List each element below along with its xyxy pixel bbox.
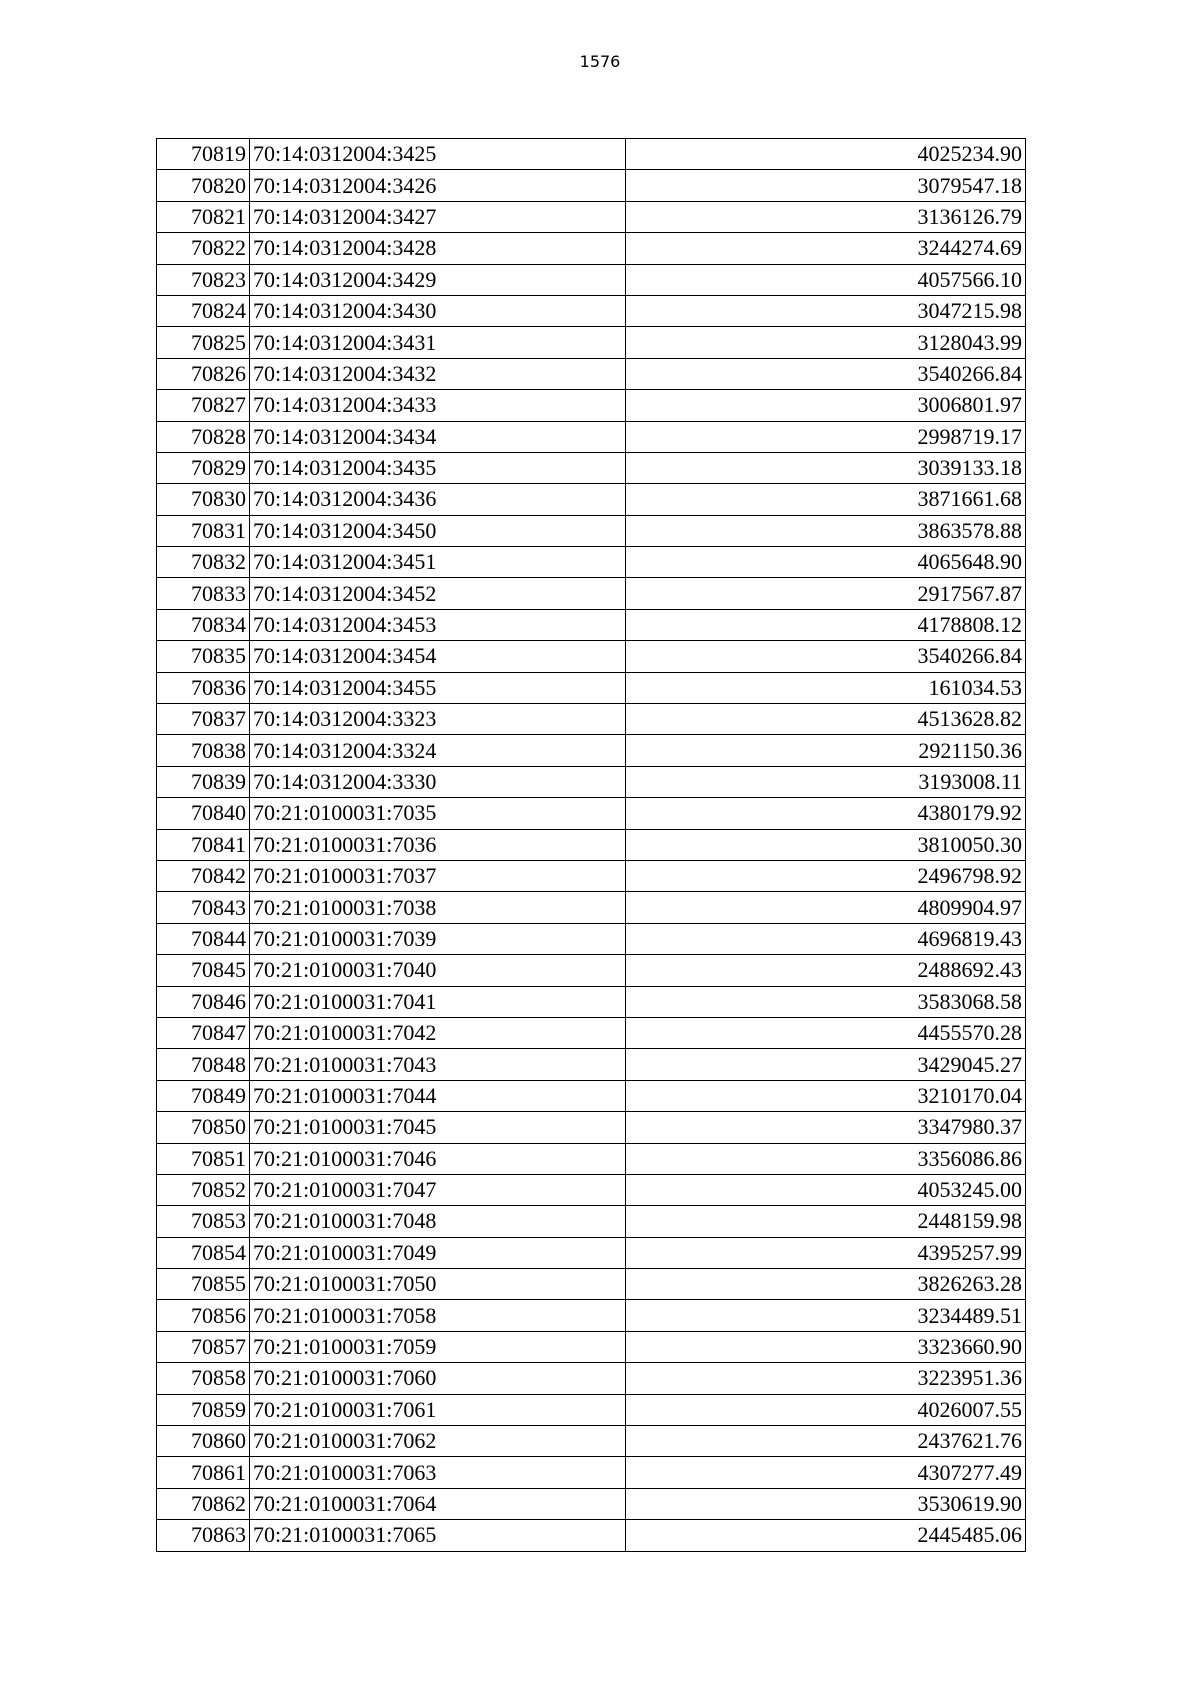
value-cell: 4380179.92 bbox=[626, 798, 1026, 829]
row-number-cell: 70847 bbox=[157, 1017, 250, 1048]
row-number-cell: 70852 bbox=[157, 1174, 250, 1205]
value-cell: 3079547.18 bbox=[626, 170, 1026, 201]
value-cell: 3047215.98 bbox=[626, 295, 1026, 326]
cadastral-number-cell: 70:21:0100031:7042 bbox=[250, 1017, 626, 1048]
value-cell: 3039133.18 bbox=[626, 452, 1026, 483]
table-row bbox=[157, 860, 1026, 891]
cadastral-number-cell: 70:21:0100031:7061 bbox=[250, 1394, 626, 1425]
row-number-cell: 70833 bbox=[157, 578, 250, 609]
row-number-cell: 70829 bbox=[157, 452, 250, 483]
row-number-cell: 70853 bbox=[157, 1206, 250, 1237]
table-row bbox=[157, 923, 1026, 954]
cadastral-number-cell: 70:14:0312004:3435 bbox=[250, 452, 626, 483]
cadastral-number-cell: 70:21:0100031:7059 bbox=[250, 1331, 626, 1362]
row-number-cell: 70856 bbox=[157, 1300, 250, 1331]
value-cell: 2496798.92 bbox=[626, 860, 1026, 891]
row-number-cell: 70843 bbox=[157, 892, 250, 923]
cadastral-number-cell: 70:14:0312004:3434 bbox=[250, 421, 626, 452]
table-row bbox=[157, 578, 1026, 609]
row-number-cell: 70855 bbox=[157, 1269, 250, 1300]
value-cell: 4307277.49 bbox=[626, 1457, 1026, 1488]
value-cell: 3826263.28 bbox=[626, 1269, 1026, 1300]
cadastral-number-cell: 70:21:0100031:7058 bbox=[250, 1300, 626, 1331]
value-cell: 3429045.27 bbox=[626, 1049, 1026, 1080]
row-number-cell: 70828 bbox=[157, 421, 250, 452]
table-body bbox=[157, 139, 1026, 1552]
table-row bbox=[157, 295, 1026, 326]
table-row bbox=[157, 1080, 1026, 1111]
cadastral-number-cell: 70:21:0100031:7048 bbox=[250, 1206, 626, 1237]
table-row bbox=[157, 1112, 1026, 1143]
value-cell: 3810050.30 bbox=[626, 829, 1026, 860]
value-cell: 2448159.98 bbox=[626, 1206, 1026, 1237]
value-cell: 3863578.88 bbox=[626, 515, 1026, 546]
table-row bbox=[157, 452, 1026, 483]
cadastral-number-cell: 70:14:0312004:3452 bbox=[250, 578, 626, 609]
cadastral-number-cell: 70:14:0312004:3450 bbox=[250, 515, 626, 546]
cadastral-number-cell: 70:14:0312004:3431 bbox=[250, 327, 626, 358]
table-row bbox=[157, 515, 1026, 546]
table-row bbox=[157, 170, 1026, 201]
cadastral-number-cell: 70:21:0100031:7063 bbox=[250, 1457, 626, 1488]
value-cell: 2921150.36 bbox=[626, 735, 1026, 766]
cadastral-number-cell: 70:14:0312004:3432 bbox=[250, 358, 626, 389]
table-row bbox=[157, 1143, 1026, 1174]
table-row bbox=[157, 892, 1026, 923]
value-cell: 3530619.90 bbox=[626, 1488, 1026, 1519]
value-cell: 4025234.90 bbox=[626, 139, 1026, 170]
cadastral-number-cell: 70:14:0312004:3330 bbox=[250, 766, 626, 797]
cadastral-number-cell: 70:14:0312004:3451 bbox=[250, 547, 626, 578]
value-cell: 2998719.17 bbox=[626, 421, 1026, 452]
table-row bbox=[157, 766, 1026, 797]
value-cell: 4513628.82 bbox=[626, 704, 1026, 735]
cadastral-number-cell: 70:21:0100031:7043 bbox=[250, 1049, 626, 1080]
row-number-cell: 70832 bbox=[157, 547, 250, 578]
row-number-cell: 70837 bbox=[157, 704, 250, 735]
cadastral-number-cell: 70:14:0312004:3323 bbox=[250, 704, 626, 735]
cadastral-number-cell: 70:21:0100031:7047 bbox=[250, 1174, 626, 1205]
row-number-cell: 70863 bbox=[157, 1520, 250, 1551]
row-number-cell: 70860 bbox=[157, 1426, 250, 1457]
row-number-cell: 70845 bbox=[157, 955, 250, 986]
row-number-cell: 70854 bbox=[157, 1237, 250, 1268]
table-row bbox=[157, 1174, 1026, 1205]
cadastral-number-cell: 70:21:0100031:7036 bbox=[250, 829, 626, 860]
table-row bbox=[157, 1488, 1026, 1519]
cadastral-number-cell: 70:14:0312004:3436 bbox=[250, 484, 626, 515]
row-number-cell: 70851 bbox=[157, 1143, 250, 1174]
value-cell: 3347980.37 bbox=[626, 1112, 1026, 1143]
table-row bbox=[157, 704, 1026, 735]
row-number-cell: 70825 bbox=[157, 327, 250, 358]
row-number-cell: 70850 bbox=[157, 1112, 250, 1143]
cadastral-number-cell: 70:21:0100031:7041 bbox=[250, 986, 626, 1017]
row-number-cell: 70859 bbox=[157, 1394, 250, 1425]
row-number-cell: 70857 bbox=[157, 1331, 250, 1362]
row-number-cell: 70846 bbox=[157, 986, 250, 1017]
value-cell: 3128043.99 bbox=[626, 327, 1026, 358]
table-row bbox=[157, 955, 1026, 986]
cadastral-number-cell: 70:14:0312004:3428 bbox=[250, 233, 626, 264]
cadastral-number-cell: 70:14:0312004:3433 bbox=[250, 390, 626, 421]
value-cell: 4065648.90 bbox=[626, 547, 1026, 578]
row-number-cell: 70842 bbox=[157, 860, 250, 891]
value-cell: 3234489.51 bbox=[626, 1300, 1026, 1331]
table-row bbox=[157, 829, 1026, 860]
cadastral-number-cell: 70:21:0100031:7039 bbox=[250, 923, 626, 954]
table-row bbox=[157, 735, 1026, 766]
table-row bbox=[157, 986, 1026, 1017]
row-number-cell: 70823 bbox=[157, 264, 250, 295]
value-cell: 3583068.58 bbox=[626, 986, 1026, 1017]
value-cell: 3323660.90 bbox=[626, 1331, 1026, 1362]
value-cell: 3540266.84 bbox=[626, 358, 1026, 389]
value-cell: 4455570.28 bbox=[626, 1017, 1026, 1048]
table-row bbox=[157, 264, 1026, 295]
row-number-cell: 70849 bbox=[157, 1080, 250, 1111]
row-number-cell: 70824 bbox=[157, 295, 250, 326]
value-cell: 2445485.06 bbox=[626, 1520, 1026, 1551]
value-cell: 4809904.97 bbox=[626, 892, 1026, 923]
table-row bbox=[157, 1049, 1026, 1080]
value-cell: 2917567.87 bbox=[626, 578, 1026, 609]
table-row bbox=[157, 484, 1026, 515]
value-cell: 2488692.43 bbox=[626, 955, 1026, 986]
value-cell: 3223951.36 bbox=[626, 1363, 1026, 1394]
value-cell: 2437621.76 bbox=[626, 1426, 1026, 1457]
table-row bbox=[157, 1363, 1026, 1394]
row-number-cell: 70834 bbox=[157, 609, 250, 640]
value-cell: 4696819.43 bbox=[626, 923, 1026, 954]
cadastral-number-cell: 70:21:0100031:7064 bbox=[250, 1488, 626, 1519]
row-number-cell: 70858 bbox=[157, 1363, 250, 1394]
row-number-cell: 70820 bbox=[157, 170, 250, 201]
row-number-cell: 70827 bbox=[157, 390, 250, 421]
cadastral-number-cell: 70:21:0100031:7046 bbox=[250, 1143, 626, 1174]
cadastral-number-cell: 70:14:0312004:3324 bbox=[250, 735, 626, 766]
cadastral-number-cell: 70:14:0312004:3455 bbox=[250, 672, 626, 703]
cadastral-number-cell: 70:14:0312004:3426 bbox=[250, 170, 626, 201]
row-number-cell: 70836 bbox=[157, 672, 250, 703]
table-row bbox=[157, 390, 1026, 421]
value-cell: 3193008.11 bbox=[626, 766, 1026, 797]
cadastral-number-cell: 70:21:0100031:7035 bbox=[250, 798, 626, 829]
table-row bbox=[157, 1237, 1026, 1268]
table-row bbox=[157, 609, 1026, 640]
cadastral-number-cell: 70:14:0312004:3427 bbox=[250, 201, 626, 232]
row-number-cell: 70844 bbox=[157, 923, 250, 954]
table-row bbox=[157, 201, 1026, 232]
cadastral-number-cell: 70:21:0100031:7065 bbox=[250, 1520, 626, 1551]
value-cell: 3136126.79 bbox=[626, 201, 1026, 232]
table-row bbox=[157, 421, 1026, 452]
cadastral-number-cell: 70:21:0100031:7049 bbox=[250, 1237, 626, 1268]
value-cell: 4395257.99 bbox=[626, 1237, 1026, 1268]
value-cell: 3006801.97 bbox=[626, 390, 1026, 421]
cadastral-number-cell: 70:21:0100031:7037 bbox=[250, 860, 626, 891]
data-table bbox=[156, 138, 1026, 1552]
table-row bbox=[157, 1520, 1026, 1551]
value-cell: 3244274.69 bbox=[626, 233, 1026, 264]
cadastral-number-cell: 70:21:0100031:7038 bbox=[250, 892, 626, 923]
table-row bbox=[157, 1269, 1026, 1300]
cadastral-number-cell: 70:21:0100031:7062 bbox=[250, 1426, 626, 1457]
cadastral-number-cell: 70:14:0312004:3454 bbox=[250, 641, 626, 672]
cadastral-number-cell: 70:14:0312004:3429 bbox=[250, 264, 626, 295]
cadastral-number-cell: 70:14:0312004:3453 bbox=[250, 609, 626, 640]
value-cell: 4053245.00 bbox=[626, 1174, 1026, 1205]
row-number-cell: 70841 bbox=[157, 829, 250, 860]
value-cell: 3540266.84 bbox=[626, 641, 1026, 672]
cadastral-number-cell: 70:14:0312004:3425 bbox=[250, 139, 626, 170]
value-cell: 4178808.12 bbox=[626, 609, 1026, 640]
cadastral-number-cell: 70:21:0100031:7044 bbox=[250, 1080, 626, 1111]
table-row bbox=[157, 547, 1026, 578]
table-row bbox=[157, 798, 1026, 829]
value-cell: 3210170.04 bbox=[626, 1080, 1026, 1111]
row-number-cell: 70862 bbox=[157, 1488, 250, 1519]
cadastral-number-cell: 70:21:0100031:7040 bbox=[250, 955, 626, 986]
cadastral-number-cell: 70:21:0100031:7045 bbox=[250, 1112, 626, 1143]
row-number-cell: 70830 bbox=[157, 484, 250, 515]
row-number-cell: 70835 bbox=[157, 641, 250, 672]
cadastral-number-cell: 70:21:0100031:7060 bbox=[250, 1363, 626, 1394]
table-row bbox=[157, 672, 1026, 703]
row-number-cell: 70839 bbox=[157, 766, 250, 797]
value-cell: 3871661.68 bbox=[626, 484, 1026, 515]
table-row bbox=[157, 1331, 1026, 1362]
cadastral-number-cell: 70:14:0312004:3430 bbox=[250, 295, 626, 326]
table-row bbox=[157, 358, 1026, 389]
value-cell: 3356086.86 bbox=[626, 1143, 1026, 1174]
cadastral-number-cell: 70:21:0100031:7050 bbox=[250, 1269, 626, 1300]
row-number-cell: 70861 bbox=[157, 1457, 250, 1488]
row-number-cell: 70840 bbox=[157, 798, 250, 829]
row-number-cell: 70838 bbox=[157, 735, 250, 766]
table-row bbox=[157, 233, 1026, 264]
row-number-cell: 70848 bbox=[157, 1049, 250, 1080]
table-row bbox=[157, 1206, 1026, 1237]
value-cell: 4057566.10 bbox=[626, 264, 1026, 295]
row-number-cell: 70831 bbox=[157, 515, 250, 546]
row-number-cell: 70821 bbox=[157, 201, 250, 232]
table-row bbox=[157, 1426, 1026, 1457]
table-row bbox=[157, 641, 1026, 672]
table-row bbox=[157, 1017, 1026, 1048]
table-row bbox=[157, 1457, 1026, 1488]
table-row bbox=[157, 327, 1026, 358]
row-number-cell: 70822 bbox=[157, 233, 250, 264]
value-cell: 4026007.55 bbox=[626, 1394, 1026, 1425]
table-row bbox=[157, 1300, 1026, 1331]
row-number-cell: 70819 bbox=[157, 139, 250, 170]
page-number: 1576 bbox=[579, 52, 621, 71]
row-number-cell: 70826 bbox=[157, 358, 250, 389]
table-row bbox=[157, 1394, 1026, 1425]
table-row bbox=[157, 139, 1026, 170]
value-cell: 161034.53 bbox=[626, 672, 1026, 703]
